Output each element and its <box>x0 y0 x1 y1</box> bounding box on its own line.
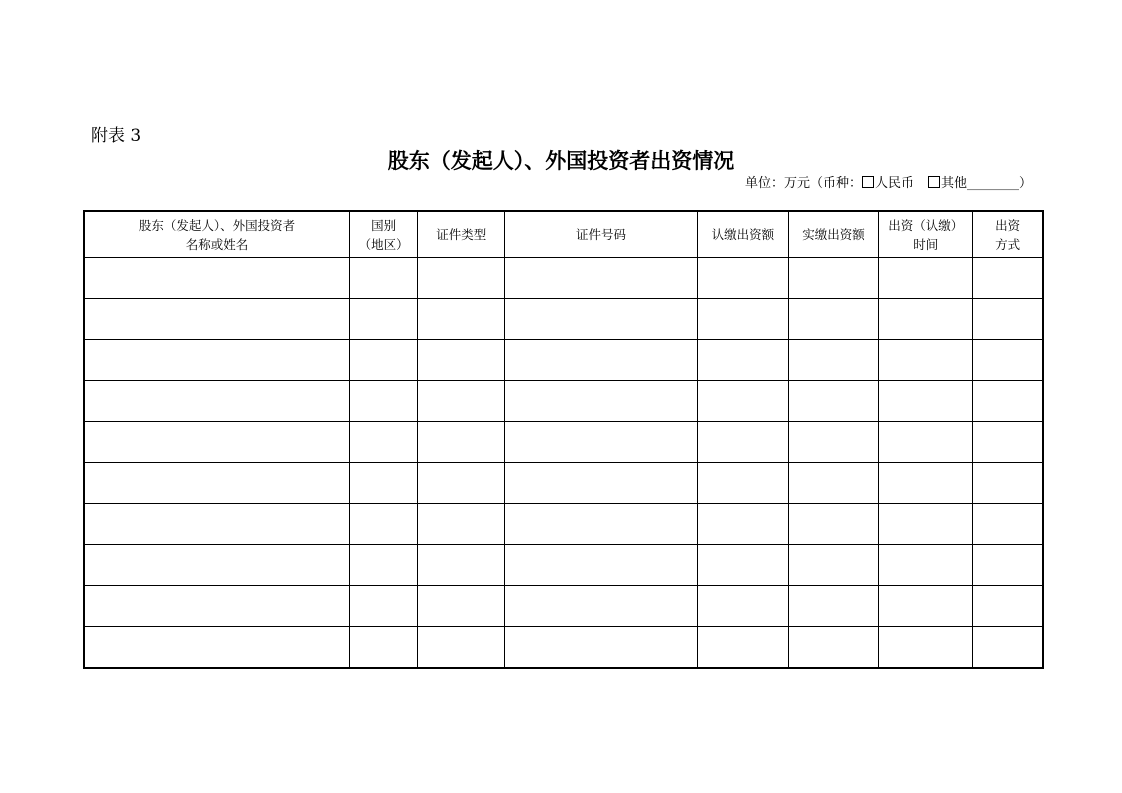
table-cell[interactable] <box>697 299 788 340</box>
table-cell[interactable] <box>350 627 418 669</box>
investment-table <box>83 210 1044 669</box>
other-label: 其他________） <box>940 176 1032 191</box>
header-paid-amount <box>788 211 878 258</box>
table-cell[interactable] <box>973 381 1043 422</box>
table-cell[interactable] <box>879 340 973 381</box>
table-cell[interactable] <box>418 381 505 422</box>
table-cell[interactable] <box>418 422 505 463</box>
table-cell[interactable] <box>879 504 973 545</box>
table-cell[interactable] <box>418 586 505 627</box>
table-cell[interactable] <box>788 299 878 340</box>
table-cell[interactable] <box>973 627 1043 669</box>
table-cell[interactable] <box>788 258 878 299</box>
table-cell[interactable] <box>84 258 350 299</box>
table-cell[interactable] <box>350 258 418 299</box>
table-cell[interactable] <box>84 586 350 627</box>
table-cell[interactable] <box>697 504 788 545</box>
header-line: 实缴出资额 <box>802 227 865 242</box>
table-cell[interactable] <box>697 422 788 463</box>
table-cell[interactable] <box>788 381 878 422</box>
table-cell[interactable] <box>973 586 1043 627</box>
table-row <box>84 422 1043 463</box>
table-cell[interactable] <box>697 545 788 586</box>
table-cell[interactable] <box>879 627 973 669</box>
page-title: 股东（发起人）、外国投资者出资情况 <box>387 149 735 173</box>
table-cell[interactable] <box>788 422 878 463</box>
table-cell[interactable] <box>418 627 505 669</box>
table-cell[interactable] <box>350 545 418 586</box>
table-cell[interactable] <box>973 258 1043 299</box>
table-cell[interactable] <box>697 258 788 299</box>
table-cell[interactable] <box>505 422 697 463</box>
table-cell[interactable] <box>84 299 350 340</box>
header-line: 名称或姓名 <box>185 236 249 252</box>
header-subscribed-amount <box>697 211 788 258</box>
table-cell[interactable] <box>84 422 350 463</box>
header-country <box>350 211 418 258</box>
table-row <box>84 299 1043 340</box>
table-cell[interactable] <box>418 545 505 586</box>
table-cell[interactable] <box>418 463 505 504</box>
unit-line <box>745 176 1032 192</box>
header-line: 证件号码 <box>576 227 627 242</box>
table-cell[interactable] <box>973 299 1043 340</box>
table-cell[interactable] <box>350 299 418 340</box>
table-cell[interactable] <box>879 258 973 299</box>
table-cell[interactable] <box>418 340 505 381</box>
table-cell[interactable] <box>505 627 697 669</box>
header-contribution-time <box>879 211 973 258</box>
table-cell[interactable] <box>879 545 973 586</box>
table-cell[interactable] <box>973 504 1043 545</box>
table-cell[interactable] <box>879 299 973 340</box>
header-line: 股东（发起人）、外国投资者 <box>138 217 296 233</box>
table-cell[interactable] <box>505 463 697 504</box>
table-cell[interactable] <box>879 381 973 422</box>
table-cell[interactable] <box>973 422 1043 463</box>
table-cell[interactable] <box>350 463 418 504</box>
header-line: 方式 <box>995 236 1021 252</box>
table-cell[interactable] <box>350 381 418 422</box>
table-cell[interactable] <box>788 545 878 586</box>
table-cell[interactable] <box>84 627 350 669</box>
table-cell[interactable] <box>418 504 505 545</box>
header-investor-name <box>84 211 350 258</box>
table-cell[interactable] <box>84 381 350 422</box>
header-line: 认缴出资额 <box>711 227 775 242</box>
table-cell[interactable] <box>788 340 878 381</box>
table-row <box>84 340 1043 381</box>
header-line: 出资（认缴） <box>888 217 964 233</box>
table-cell[interactable] <box>350 504 418 545</box>
table-cell[interactable] <box>697 586 788 627</box>
table-cell[interactable] <box>879 463 973 504</box>
table-cell[interactable] <box>505 504 697 545</box>
table-row <box>84 545 1043 586</box>
table-cell[interactable] <box>973 545 1043 586</box>
table-cell[interactable] <box>505 258 697 299</box>
header-contribution-method <box>973 211 1043 258</box>
table-cell[interactable] <box>788 586 878 627</box>
table-cell[interactable] <box>973 340 1043 381</box>
table-cell[interactable] <box>879 422 973 463</box>
table-cell[interactable] <box>350 422 418 463</box>
table-cell[interactable] <box>84 504 350 545</box>
table-cell[interactable] <box>505 340 697 381</box>
header-line: 出资 <box>995 217 1021 233</box>
appendix-label: 附表 3 <box>91 126 142 146</box>
table-cell[interactable] <box>505 545 697 586</box>
table-cell[interactable] <box>350 340 418 381</box>
table-row <box>84 586 1043 627</box>
table-body <box>84 258 1043 669</box>
table-row <box>84 627 1043 669</box>
table-cell[interactable] <box>505 586 697 627</box>
table-cell[interactable] <box>697 340 788 381</box>
table-cell[interactable] <box>973 463 1043 504</box>
header-line: 国别 <box>371 217 397 233</box>
header-line: （地区） <box>358 236 409 252</box>
table-cell[interactable] <box>418 299 505 340</box>
header-row <box>84 211 1043 258</box>
rmb-label: 人民币 <box>874 176 914 191</box>
table-cell[interactable] <box>697 627 788 669</box>
header-id-number <box>505 211 697 258</box>
table-cell[interactable] <box>505 299 697 340</box>
table-row <box>84 463 1043 504</box>
header-line: 证件类型 <box>436 227 487 242</box>
table-row <box>84 381 1043 422</box>
table-cell[interactable] <box>697 381 788 422</box>
table-row <box>84 258 1043 299</box>
table-cell[interactable] <box>350 586 418 627</box>
table-cell[interactable] <box>788 627 878 669</box>
other-checkbox[interactable] <box>928 176 940 188</box>
table-cell[interactable] <box>418 258 505 299</box>
table-row <box>84 504 1043 545</box>
rmb-checkbox[interactable] <box>862 176 874 188</box>
table-cell[interactable] <box>697 463 788 504</box>
table-cell[interactable] <box>84 463 350 504</box>
table-cell[interactable] <box>84 340 350 381</box>
table-cell[interactable] <box>505 381 697 422</box>
table-cell[interactable] <box>84 545 350 586</box>
header-line: 时间 <box>913 236 939 252</box>
table-cell[interactable] <box>788 463 878 504</box>
table-cell[interactable] <box>788 504 878 545</box>
header-id-type <box>418 211 505 258</box>
table-cell[interactable] <box>879 586 973 627</box>
unit-prefix: 单位：万元（币种： <box>744 176 862 191</box>
